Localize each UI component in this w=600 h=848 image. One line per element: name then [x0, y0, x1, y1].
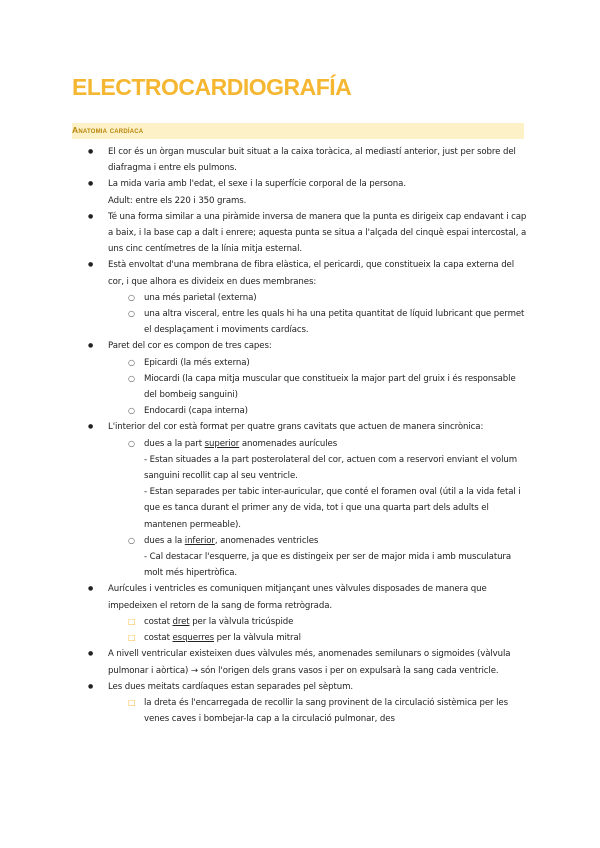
list-item: ● Les dues meitats cardíaques estan separades pel sèptum. □ la dreta és l'encarregada de recollir la sang provinent de la circulació sistèmica per les venes caves i bombejar-la cap a la circulació pulmonar, des	[72, 679, 528, 728]
page-title: ELECTROCARDIOGRAFÍA	[72, 74, 352, 100]
sub-list-item: ○ una més parietal (externa)	[72, 290, 528, 306]
sub-list-item: □ costat esquerres per la vàlvula mitral	[72, 630, 528, 646]
list-item: ● L'interior del cor està format per quatre grans cavitats que actuen de manera sincrònica: ○ dues a la part superior anomenades aurícules - Estan situades a la part posterolateral del cor, actuen com a reservori enviant el volum sanguini recollit cap al seu ventricle. - Estan separades per tabic inter-auricular, que conté el foramen oval (útil a la vida fetal i que es tanca durant el primer any de vida, tot i que una quarta part dels adults el mantenen permeable). ○ dues a la inferior, anomenades ventricles - Cal destacar l'esquerre, ja que es distingeix per ser de major mida i amb musculatura molt més hipertròfica.	[72, 419, 528, 581]
list-item: ● El cor és un òrgan muscular buit situat a la caixa toràcica, al mediastí anterior, just per sobre del diafragma i entre els pulmons.	[72, 144, 528, 176]
sub-list-item: □ la dreta és l'encarregada de recollir la sang provinent de la circulació sistèmica per les venes caves i bombejar-la cap a la circulació pulmonar, des	[72, 695, 528, 727]
list-item: ● Paret del cor es compon de tres capes: ○ Epicardi (la més externa) ○ Miocardi (la capa mitja muscular que constitueix la major part del gruix i és responsable del bombeig sanguini) ○ Endocardi (capa interna)	[72, 338, 528, 419]
sub-list-item: ○ Epicardi (la més externa)	[72, 355, 528, 371]
bullet-list	[72, 144, 528, 727]
list-item: ● A nivell ventricular existeixen dues vàlvules més, anomenades semilunars o sigmoides (vàlvula pulmonar i aòrtica) → són l'origen dels grans vasos i per on expulsarà la sang cada ventricle.	[72, 646, 528, 678]
sub-list	[108, 290, 528, 339]
sub-list-item: ○ una altra visceral, entre les quals hi ha una petita quantitat de líquid lubricant que permet el desplaçament i moviments cardíacs.	[72, 306, 528, 338]
sub-list	[108, 614, 528, 646]
sub-list	[108, 436, 528, 582]
list-item: ● Està envoltat d'una membrana de fibra elàstica, el pericardi, que constitueix la capa externa del cor, i que alhora es divideix en dues membranes: ○ una més parietal (externa) ○ una altra visceral, entre les quals hi ha una petita quantitat de líquid lubricant que permet el desplaçament i moviments cardíacs.	[72, 257, 528, 338]
document-body	[72, 144, 528, 727]
sub-list-item: ○ dues a la part superior anomenades aurícules - Estan situades a la part posterolateral del cor, actuen com a reservori enviant el volum sanguini recollit cap al seu ventricle. - Estan separades per tabic inter-auricular, que conté el foramen oval (útil a la vida fetal i que es tanca durant el primer any de vida, tot i que una quarta part dels adults el mantenen permeable).	[72, 436, 528, 533]
sub-list	[108, 695, 528, 727]
sub-list-item: □ costat dret per la vàlvula tricúspide	[72, 614, 528, 630]
sub-list-item: ○ Miocardi (la capa mitja muscular que constitueix la major part del gruix i és responsable del bombeig sanguini)	[72, 371, 528, 403]
list-item: ● Aurícules i ventricles es comuniquen mitjançant unes vàlvules disposades de manera que impedeixen el retorn de la sang de forma retrògrada. □ costat dret per la vàlvula tricúspide □ costat esquerres per la vàlvula mitral	[72, 581, 528, 646]
section-heading: Anatomia cardíaca	[72, 125, 144, 135]
list-item: ● Té una forma similar a una piràmide inversa de manera que la punta es dirigeix cap endavant i cap a baix, i la base cap a dalt i enrere; aquesta punta se situa a l'alçada del cinquè espai intercostal, a uns cinc centímetres de la línia mitja esternal.	[72, 209, 528, 258]
sub-list	[108, 355, 528, 420]
sub-list-item: ○ dues a la inferior, anomenades ventricles - Cal destacar l'esquerre, ja que es distingeix per ser de major mida i amb musculatura molt més hipertròfica.	[72, 533, 528, 582]
list-item: ● La mida varia amb l'edat, el sexe i la superfície corporal de la persona. Adult: entre els 220 i 350 grams.	[72, 176, 528, 208]
sub-list-item: ○ Endocardi (capa interna)	[72, 403, 528, 419]
